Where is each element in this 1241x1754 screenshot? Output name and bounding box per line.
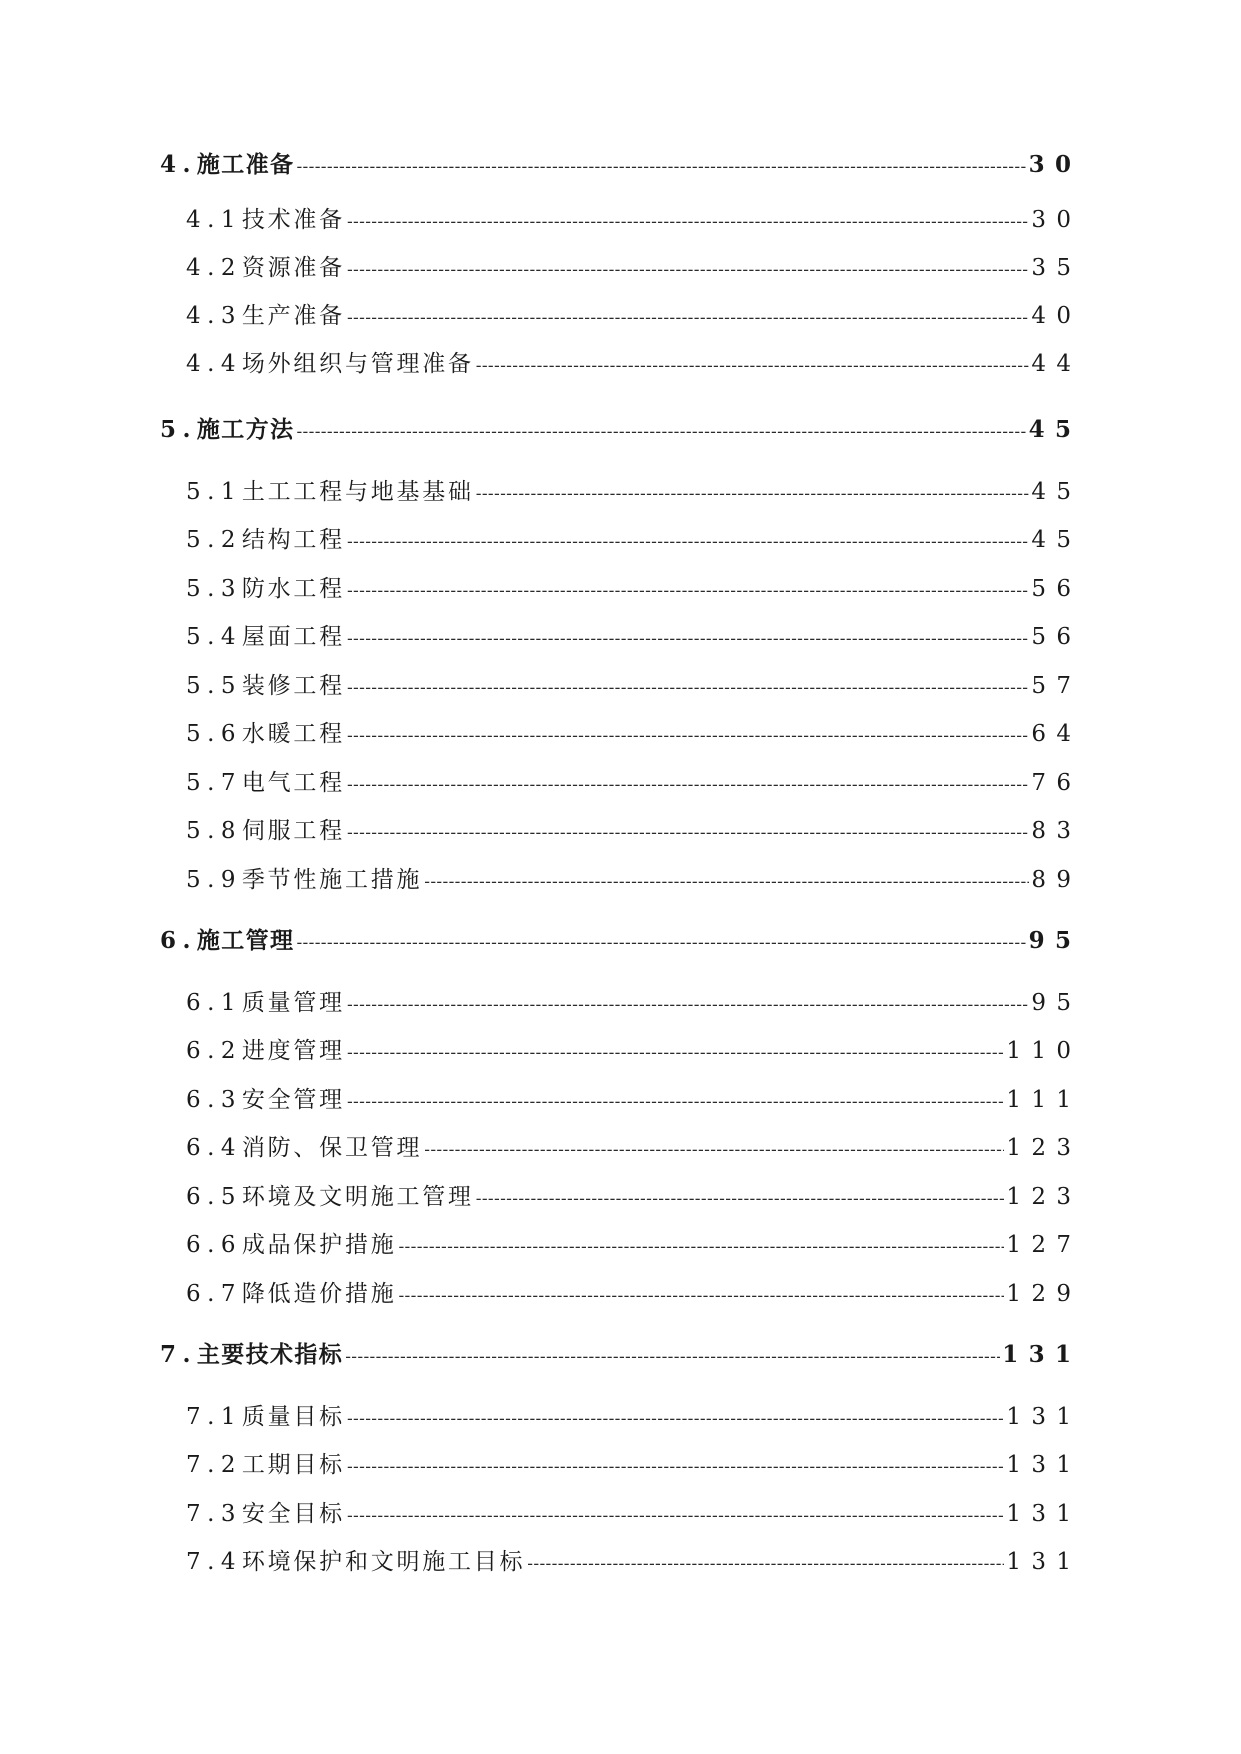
toc-title: 施工准备 (196, 151, 295, 178)
toc-title: 环境保护和文明施工目标 (241, 1549, 526, 1575)
toc-title: 生产准备 (241, 303, 345, 329)
toc-entry-4-1[interactable] (186, 203, 1082, 237)
toc-entry-6-4[interactable] (186, 1131, 1082, 1165)
toc-entry-5-9[interactable] (186, 863, 1082, 897)
toc-number: 7. (160, 1341, 197, 1368)
toc-leader-dashes (424, 1133, 1004, 1167)
toc-leader-dashes (347, 719, 1029, 753)
toc-leader-dashes (476, 477, 1030, 511)
toc-number: 5. (160, 416, 197, 443)
toc-title: 质量目标 (241, 1404, 345, 1430)
toc-number: 5.3 (186, 576, 242, 602)
toc-title: 技术准备 (241, 207, 345, 233)
toc-entry-6-7[interactable] (186, 1277, 1082, 1311)
toc-entry-4-3[interactable] (186, 299, 1082, 333)
toc-title: 电气工程 (241, 770, 345, 796)
toc-page-number: 40 (1031, 303, 1082, 329)
toc-title: 结构工程 (241, 527, 345, 553)
toc-leader-dashes (347, 988, 1029, 1022)
toc-number: 5.9 (186, 867, 242, 893)
toc-entry-5-7[interactable] (186, 766, 1082, 800)
toc-title: 施工管理 (196, 927, 295, 954)
toc-entry-7-3[interactable] (186, 1497, 1082, 1531)
toc-number: 5.8 (186, 818, 242, 844)
toc-number: 4.1 (186, 207, 242, 233)
toc-entry-5-6[interactable] (186, 717, 1082, 751)
toc-leader-dashes (347, 816, 1029, 850)
toc-title: 降低造价措施 (241, 1281, 397, 1307)
toc-title: 水暖工程 (241, 721, 345, 747)
toc-title: 进度管理 (241, 1038, 345, 1064)
toc-leader-dashes (347, 1402, 1004, 1436)
toc-title: 消防、保卫管理 (241, 1135, 423, 1161)
toc-page-number: 129 (1006, 1281, 1082, 1307)
toc-leader-dashes (424, 865, 1029, 899)
toc-entry-4-4[interactable] (186, 347, 1082, 381)
toc-number: 6.5 (186, 1184, 242, 1210)
toc-leader-dashes (347, 1036, 1004, 1070)
toc-title: 质量管理 (241, 990, 345, 1016)
toc-entry-6-6[interactable] (186, 1228, 1082, 1262)
toc-page-number: 110 (1006, 1038, 1082, 1064)
toc-section-6[interactable] (160, 924, 1082, 958)
toc-number: 6.4 (186, 1135, 242, 1161)
toc-leader-dashes (347, 768, 1029, 802)
toc-page-number: 45 (1028, 416, 1082, 443)
toc-leader-dashes (296, 415, 1026, 449)
toc-page-number: 127 (1006, 1232, 1082, 1258)
toc-number: 5.7 (186, 770, 242, 796)
toc-leader-dashes (347, 622, 1029, 656)
toc-leader-dashes (296, 150, 1026, 184)
toc-title: 伺服工程 (241, 818, 345, 844)
toc-page-number: 123 (1006, 1184, 1082, 1210)
toc-number: 4.3 (186, 303, 242, 329)
toc-number: 5.6 (186, 721, 242, 747)
toc-page-number: 64 (1031, 721, 1082, 747)
toc-entry-4-2[interactable] (186, 251, 1082, 285)
toc-leader-dashes (398, 1279, 1004, 1313)
toc-page-number: 45 (1031, 479, 1082, 505)
toc-page-number: 89 (1031, 867, 1082, 893)
toc-leader-dashes (347, 301, 1029, 335)
toc-leader-dashes (345, 1340, 1000, 1374)
toc-title: 安全目标 (241, 1501, 345, 1527)
toc-number: 6.3 (186, 1087, 242, 1113)
toc-section-7[interactable] (160, 1338, 1082, 1372)
toc-page-number: 95 (1031, 990, 1082, 1016)
toc-page-number: 131 (1006, 1549, 1082, 1575)
toc-page-number: 44 (1031, 351, 1082, 377)
toc-page-number: 131 (1006, 1501, 1082, 1527)
toc-leader-dashes (347, 1499, 1004, 1533)
toc-page-number: 123 (1006, 1135, 1082, 1161)
toc-title: 资源准备 (241, 255, 345, 281)
toc-leader-dashes (527, 1547, 1004, 1581)
toc-entry-7-4[interactable] (186, 1545, 1082, 1579)
toc-leader-dashes (347, 205, 1029, 239)
toc-page-number: 131 (1002, 1341, 1082, 1368)
toc-number: 5.1 (186, 479, 242, 505)
toc-title: 土工工程与地基基础 (241, 479, 474, 505)
toc-title: 装修工程 (241, 673, 345, 699)
toc-page-number: 83 (1031, 818, 1082, 844)
toc-number: 7.1 (186, 1404, 242, 1430)
toc-title: 主要技术指标 (196, 1341, 344, 1368)
toc-entry-5-1[interactable] (186, 475, 1082, 509)
toc-entry-5-3[interactable] (186, 572, 1082, 606)
toc-number: 6.1 (186, 990, 242, 1016)
toc-leader-dashes (347, 671, 1029, 705)
toc-number: 6. (160, 927, 197, 954)
toc-leader-dashes (347, 1085, 1004, 1119)
toc-number: 6.2 (186, 1038, 242, 1064)
toc-section-5[interactable] (160, 413, 1082, 447)
toc-leader-dashes (476, 1182, 1005, 1216)
toc-leader-dashes (296, 926, 1026, 960)
toc-page-number: 56 (1031, 624, 1082, 650)
toc-title: 施工方法 (196, 416, 295, 443)
toc-page-number: 57 (1031, 673, 1082, 699)
toc-title: 环境及文明施工管理 (241, 1184, 474, 1210)
toc-entry-6-1[interactable] (186, 986, 1082, 1020)
toc-leader-dashes (347, 1450, 1004, 1484)
toc-entry-6-2[interactable] (186, 1034, 1082, 1068)
toc-number: 5.2 (186, 527, 242, 553)
toc-leader-dashes (398, 1230, 1004, 1264)
toc-number: 5.4 (186, 624, 242, 650)
toc-entry-7-2[interactable] (186, 1448, 1082, 1482)
toc-number: 7.4 (186, 1549, 242, 1575)
toc-page-number: 131 (1006, 1452, 1082, 1478)
toc-entry-5-2[interactable] (186, 523, 1082, 557)
toc-title: 屋面工程 (241, 624, 345, 650)
toc-page-number: 95 (1028, 927, 1082, 954)
toc-number: 4.4 (186, 351, 242, 377)
toc-number: 4. (160, 151, 197, 178)
toc-leader-dashes (347, 574, 1029, 608)
toc-entry-7-1[interactable] (186, 1400, 1082, 1434)
toc-entry-6-5[interactable] (186, 1180, 1082, 1214)
toc-page-number: 30 (1031, 207, 1082, 233)
toc-leader-dashes (476, 349, 1030, 383)
toc-title: 场外组织与管理准备 (241, 351, 474, 377)
toc-entry-5-4[interactable] (186, 620, 1082, 654)
toc-leader-dashes (347, 525, 1029, 559)
toc-page-number: 35 (1031, 255, 1082, 281)
toc-number: 6.6 (186, 1232, 242, 1258)
toc-title: 安全管理 (241, 1087, 345, 1113)
toc-number: 6.7 (186, 1281, 242, 1307)
toc-number: 7.2 (186, 1452, 242, 1478)
toc-entry-5-5[interactable] (186, 669, 1082, 703)
toc-leader-dashes (347, 253, 1029, 287)
toc-title: 防水工程 (241, 576, 345, 602)
toc-title: 成品保护措施 (241, 1232, 397, 1258)
toc-number: 7.3 (186, 1501, 242, 1527)
toc-number: 4.2 (186, 255, 242, 281)
toc-entry-5-8[interactable] (186, 814, 1082, 848)
toc-title: 季节性施工措施 (241, 867, 423, 893)
toc-page-number: 76 (1031, 770, 1082, 796)
toc-number: 5.5 (186, 673, 242, 699)
toc-page-number: 56 (1031, 576, 1082, 602)
toc-page-number: 45 (1031, 527, 1082, 553)
toc-page-number: 131 (1006, 1404, 1082, 1430)
toc-title: 工期目标 (241, 1452, 345, 1478)
toc-entry-6-3[interactable] (186, 1083, 1082, 1117)
toc-page-number: 30 (1028, 151, 1082, 178)
toc-page-number: 111 (1006, 1087, 1082, 1113)
toc-section-4[interactable] (160, 148, 1082, 182)
